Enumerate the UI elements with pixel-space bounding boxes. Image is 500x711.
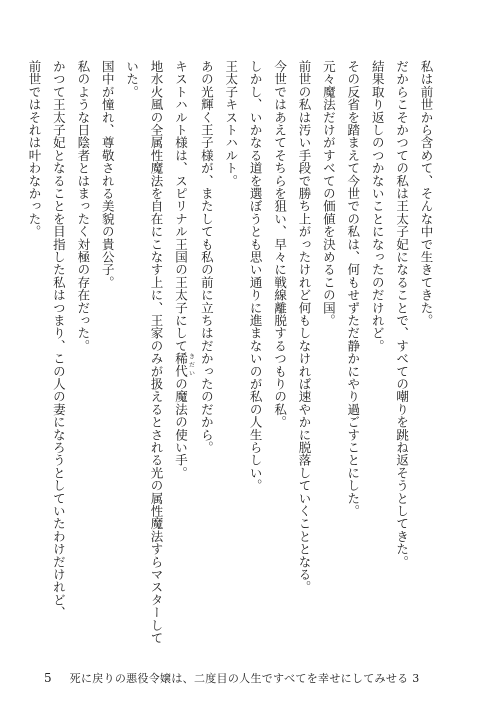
text-line: 王太子キストハルト。 xyxy=(223,60,239,187)
text-segment: キストハルト様は、スピリナル王国の王太子にして xyxy=(173,60,189,353)
text-line: 私のような日陰者とはまったく対極の存在だった。 xyxy=(75,60,91,353)
text-line: 今世ではあえてそちらを狙い、早々に戦線離脱するつもりの私。 xyxy=(272,60,288,429)
text-line: 結果取り返しのつかないことになったのだけれど。 xyxy=(370,60,386,353)
ruby-base: 稀代 xyxy=(173,352,189,378)
text-line: しかし、いかなる道を選ぼうとも思い通りに進まないのが私の人生らしい。 xyxy=(248,60,264,492)
text-line: かつて王太子妃となることを目指した私はつまり、この人の妻になろうとしていたわけだけれど、 xyxy=(51,60,67,619)
text-line: あの光輝く王子様が、またしても私の前に立ちはだかったのだから。 xyxy=(199,60,215,454)
text-line: だからこそかつての私は王太子妃になることで、すべての嘲りを跳ね返そうとしてきた。 xyxy=(394,60,410,568)
ruby-reading: きだい xyxy=(187,352,195,378)
text-line: その反省を踏まえて今世での私は、何もせずただ静かにやり過ごすことにした。 xyxy=(345,60,361,518)
page-footer xyxy=(44,670,464,686)
text-line: 前世ではそれは叶わなかった。 xyxy=(27,60,42,238)
book-title: 死に戻りの悪役令嬢は、二度目の人生ですべてを幸せにしてみせる 3 xyxy=(69,672,420,685)
text-segment: の魔法の使い手。 xyxy=(173,377,189,480)
page-number: 5 xyxy=(44,671,52,685)
text-line: 元々魔法だけがすべての価値を決めるこの国。 xyxy=(321,60,337,327)
text-line: 地水火風の全属性魔法を自在にこなす上に、王家のみが扱えるとされる光の属性魔法すらマスターしていた。 xyxy=(124,60,165,645)
text-line-with-ruby xyxy=(168,60,194,650)
text-line: 国中が憧れ、尊敬される美貌の貴公子。 xyxy=(100,60,116,289)
ruby-word xyxy=(173,352,195,378)
body-text xyxy=(27,60,438,650)
text-line: 前世の私は汚い手段で勝ち上がったけれど何もしなければ速やかに脱落していくこととなる。 xyxy=(296,60,312,594)
text-line: 私は前世から含めて、そんな中で生きてきた。 xyxy=(419,60,434,327)
